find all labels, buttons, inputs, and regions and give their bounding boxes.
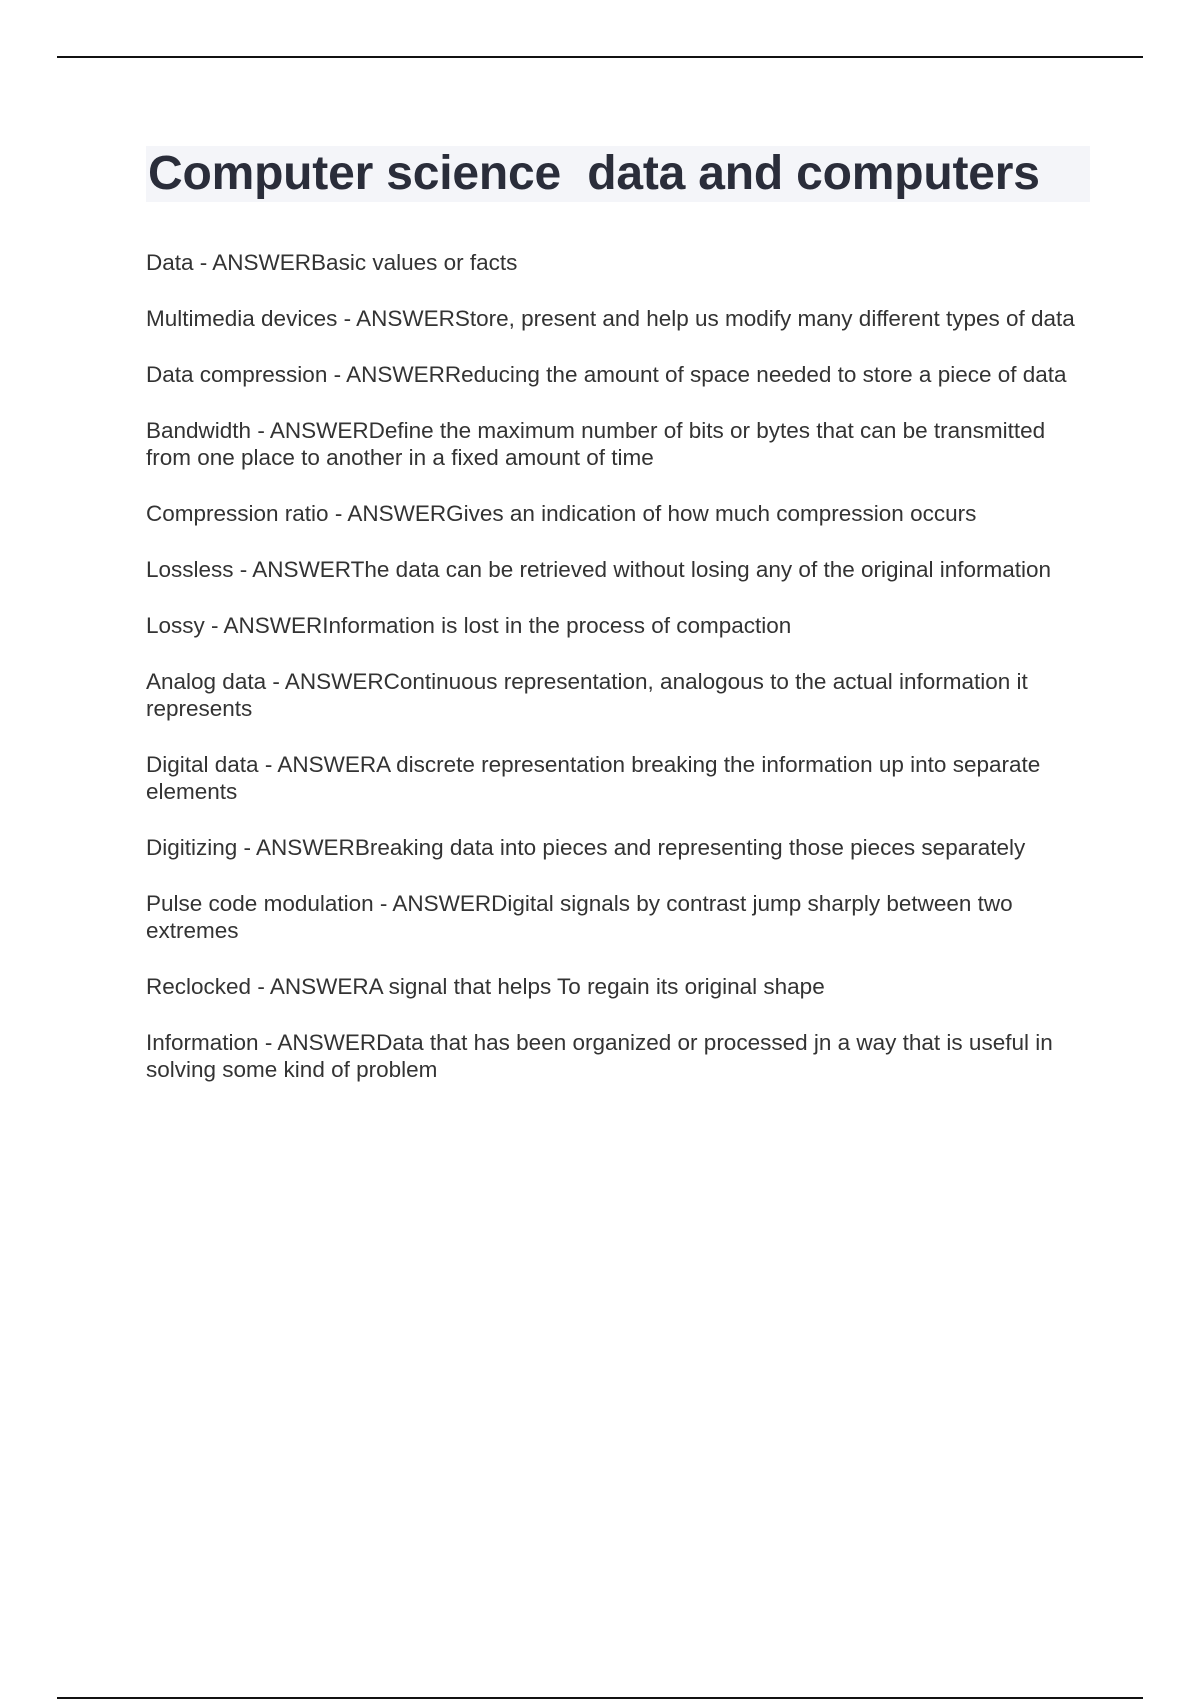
answer-separator: - ANSWER [373,891,492,916]
top-rule [57,56,1143,58]
term: Digital data [146,752,259,777]
definition: Define the maximum number of bits or bytes that can be transmitted from one place to another in a fixed amount of time [146,418,1052,470]
answer-separator: - ANSWER [204,613,323,638]
answer-separator: - ANSWER [237,835,355,860]
term: Lossless [146,557,234,582]
term: Data [146,250,194,275]
list-item [146,249,1090,276]
list-item [146,973,1090,1000]
definition: Reducing the amount of space needed to store a piece of data [444,362,1067,387]
definition: The data can be retrieved without losing any of the original information [350,557,1052,582]
answer-separator: - ANSWER [233,557,351,582]
term: Information [146,1030,259,1055]
list-item [146,668,1090,722]
list-item [146,1029,1090,1083]
list-item [146,751,1090,805]
definition: A discrete representation breaking the information up into separate elements [146,752,1047,804]
list-item [146,417,1090,471]
definition: Data that has been organized or processed jn a way that is useful in solving some kind of problem [146,1030,1060,1082]
definition: A signal that helps To regain its original shape [368,974,825,999]
term: Analog data [146,669,267,694]
definition: Digital signals by contrast jump sharply between two extremes [146,891,1019,943]
list-item [146,612,1090,639]
answer-separator: - ANSWER [266,669,384,694]
answer-separator: - ANSWER [193,250,312,275]
definition: Gives an indication of how much compression occurs [446,501,977,526]
term: Compression ratio [146,501,329,526]
term: Digitizing [146,835,238,860]
answer-separator: - ANSWER [251,974,369,999]
bottom-rule [57,1697,1143,1699]
definition: Basic values or facts [311,250,518,275]
list-item [146,556,1090,583]
list-item [146,834,1090,861]
term: Pulse code modulation [146,891,374,916]
answer-separator: - ANSWER [258,1030,377,1055]
list-item [146,890,1090,944]
term: Reclocked [146,974,252,999]
term: Data compression [146,362,328,387]
term: Lossy [146,613,205,638]
answer-separator: - ANSWER [251,418,369,443]
definition: Breaking data into pieces and representing those pieces separately [354,835,1026,860]
answer-separator: - ANSWER [327,362,445,387]
document-body [146,146,1090,1112]
definition: Continuous representation, analogous to the actual information it represents [146,669,1035,721]
page-title: Computer science data and computers [146,146,1090,202]
term: Bandwidth [146,418,252,443]
answer-separator: - ANSWER [328,501,447,526]
term: Multimedia devices [146,306,338,331]
definition-list [146,249,1090,1083]
answer-separator: - ANSWER [337,306,455,331]
definition: Information is lost in the process of compaction [322,613,792,638]
definition: Store, present and help us modify many different types of data [454,306,1075,331]
list-item [146,361,1090,388]
list-item [146,305,1090,332]
list-item [146,500,1090,527]
answer-separator: - ANSWER [258,752,377,777]
